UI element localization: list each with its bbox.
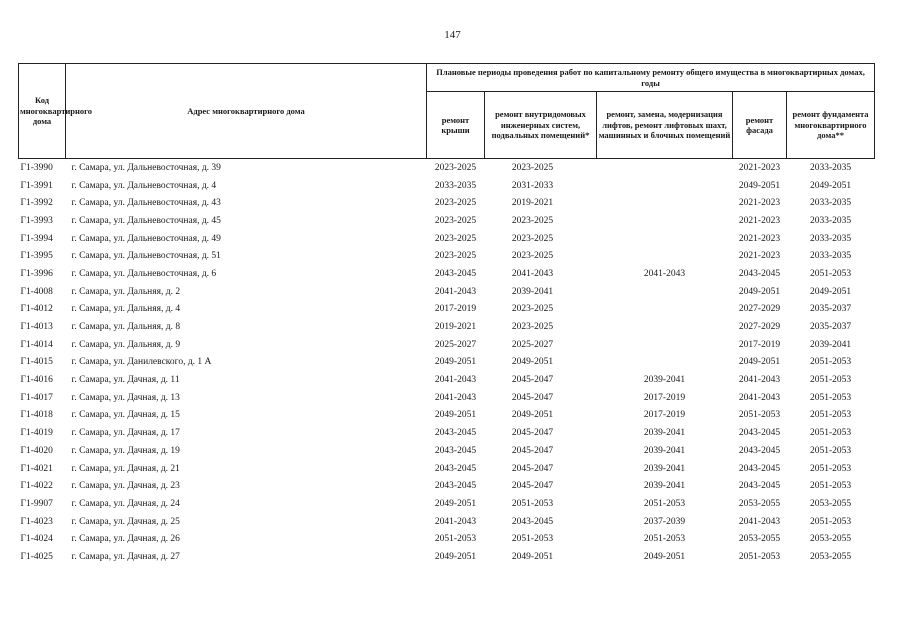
row-address: г. Самара, ул. Дачная, д. 27 <box>71 551 180 562</box>
row-address: г. Самара, ул. Дачная, д. 17 <box>71 428 180 439</box>
table-row <box>19 477 875 495</box>
row-code: Г1-4020 <box>20 445 53 456</box>
row-roof: 2023-2025 <box>434 251 477 262</box>
row-facade: 2053-2055 <box>738 498 781 509</box>
row-roof: 2017-2019 <box>434 304 477 315</box>
header-periods-group: Плановые периоды проведения работ по капитальному ремонту общего имущества в многоквартирных домах, годы <box>427 64 875 92</box>
row-facade: 2017-2019 <box>738 339 781 350</box>
row-code: Г1-3996 <box>20 268 53 279</box>
row-lifts: 2051-2053 <box>643 498 686 509</box>
row-roof: 2023-2025 <box>434 215 477 226</box>
row-facade: 2049-2051 <box>738 357 781 368</box>
row-address: г. Самара, ул. Дачная, д. 26 <box>71 534 180 545</box>
row-lifts <box>597 283 733 301</box>
row-lifts: 2039-2041 <box>643 428 686 439</box>
row-systems: 2051-2053 <box>511 498 554 509</box>
row-address: г. Самара, ул. Дальняя, д. 9 <box>71 339 181 350</box>
row-facade: 2043-2045 <box>738 428 781 439</box>
row-systems: 2039-2041 <box>511 286 554 297</box>
header-code: Код многоквартирного дома <box>19 64 66 159</box>
row-roof: 2043-2045 <box>434 445 477 456</box>
row-address: г. Самара, ул. Дальневосточная, д. 6 <box>71 268 217 279</box>
table-row <box>19 177 875 195</box>
row-address: г. Самара, ул. Дальневосточная, д. 4 <box>71 180 217 191</box>
row-code: Г1-4016 <box>20 375 53 386</box>
row-systems: 2045-2047 <box>511 428 554 439</box>
row-lifts: 2017-2019 <box>643 392 686 403</box>
row-lifts <box>597 177 733 195</box>
row-code: Г1-3992 <box>20 198 53 209</box>
row-code: Г1-4023 <box>20 516 53 527</box>
row-foundation: 2051-2053 <box>809 428 852 439</box>
row-roof: 2051-2053 <box>434 534 477 545</box>
row-systems: 2023-2025 <box>511 304 554 315</box>
row-foundation: 2049-2051 <box>809 180 852 191</box>
row-systems: 2045-2047 <box>511 481 554 492</box>
row-systems: 2019-2021 <box>511 198 554 209</box>
row-lifts <box>597 354 733 372</box>
row-facade: 2043-2045 <box>738 268 781 279</box>
row-foundation: 2053-2055 <box>809 534 852 545</box>
row-code: Г1-9907 <box>20 498 53 509</box>
row-code: Г1-4025 <box>20 551 53 562</box>
row-systems: 2023-2025 <box>511 322 554 333</box>
row-foundation: 2035-2037 <box>809 322 852 333</box>
row-address: г. Самара, ул. Дальневосточная, д. 49 <box>71 233 221 244</box>
row-roof: 2023-2025 <box>434 162 477 173</box>
row-roof: 2041-2043 <box>434 392 477 403</box>
row-foundation: 2035-2037 <box>809 304 852 315</box>
row-systems: 2049-2051 <box>511 357 554 368</box>
row-foundation: 2051-2053 <box>809 410 852 421</box>
row-foundation: 2051-2053 <box>809 516 852 527</box>
row-address: г. Самара, ул. Дальняя, д. 4 <box>71 304 181 315</box>
row-code: Г1-4019 <box>20 428 53 439</box>
row-roof: 2043-2045 <box>434 428 477 439</box>
row-roof: 2033-2035 <box>434 180 477 191</box>
table-row <box>19 354 875 372</box>
row-address: г. Самара, ул. Дачная, д. 15 <box>71 410 180 421</box>
row-address: г. Самара, ул. Дальняя, д. 8 <box>71 322 181 333</box>
row-address: г. Самара, ул. Дачная, д. 19 <box>71 445 180 456</box>
row-facade: 2053-2055 <box>738 534 781 545</box>
row-systems: 2049-2051 <box>511 551 554 562</box>
table-row <box>19 495 875 513</box>
row-foundation: 2033-2035 <box>809 251 852 262</box>
row-systems: 2031-2033 <box>511 180 554 191</box>
row-systems: 2023-2025 <box>511 233 554 244</box>
row-foundation: 2053-2055 <box>809 551 852 562</box>
row-address: г. Самара, ул. Дачная, д. 25 <box>71 516 180 527</box>
row-code: Г1-3994 <box>20 233 53 244</box>
row-systems: 2023-2025 <box>511 251 554 262</box>
table-row <box>19 265 875 283</box>
repair-schedule-table <box>18 63 875 566</box>
row-lifts: 2017-2019 <box>643 410 686 421</box>
page-number: 147 <box>444 29 461 41</box>
row-code: Г1-4017 <box>20 392 53 403</box>
row-roof: 2041-2043 <box>434 286 477 297</box>
row-facade: 2049-2051 <box>738 180 781 191</box>
row-lifts: 2039-2041 <box>643 375 686 386</box>
row-code: Г1-4021 <box>20 463 53 474</box>
row-code: Г1-3990 <box>20 162 53 173</box>
row-facade: 2043-2045 <box>738 445 781 456</box>
row-systems: 2051-2053 <box>511 534 554 545</box>
row-address: г. Самара, ул. Дальневосточная, д. 43 <box>71 198 221 209</box>
row-systems: 2023-2025 <box>511 162 554 173</box>
row-systems: 2045-2047 <box>511 463 554 474</box>
row-systems: 2045-2047 <box>511 392 554 403</box>
row-roof: 2025-2027 <box>434 339 477 350</box>
row-facade: 2049-2051 <box>738 286 781 297</box>
header-facade: ремонт фасада <box>733 92 787 159</box>
row-code: Г1-3995 <box>20 251 53 262</box>
table-row <box>19 442 875 460</box>
table-row <box>19 424 875 442</box>
row-lifts <box>597 230 733 248</box>
row-lifts: 2049-2051 <box>643 551 686 562</box>
row-facade: 2043-2045 <box>738 481 781 492</box>
row-lifts: 2037-2039 <box>643 516 686 527</box>
row-code: Г1-4015 <box>20 357 53 368</box>
table-row <box>19 212 875 230</box>
row-lifts <box>597 194 733 212</box>
table-row <box>19 301 875 319</box>
row-address: г. Самара, ул. Дачная, д. 13 <box>71 392 180 403</box>
row-systems: 2041-2043 <box>511 268 554 279</box>
row-foundation: 2051-2053 <box>809 268 852 279</box>
table-row <box>19 548 875 566</box>
row-roof: 2023-2025 <box>434 198 477 209</box>
row-lifts: 2051-2053 <box>643 534 686 545</box>
row-facade: 2051-2053 <box>738 551 781 562</box>
row-systems: 2045-2047 <box>511 375 554 386</box>
row-address: г. Самара, ул. Дальневосточная, д. 39 <box>71 162 221 173</box>
row-roof: 2043-2045 <box>434 463 477 474</box>
row-facade: 2021-2023 <box>738 251 781 262</box>
row-lifts <box>597 247 733 265</box>
row-lifts <box>597 318 733 336</box>
header-systems: ремонт внутридомовых инженерных систем, подвальных помещений* <box>485 92 597 159</box>
row-systems: 2025-2027 <box>511 339 554 350</box>
row-facade: 2051-2053 <box>738 410 781 421</box>
table-row <box>19 460 875 478</box>
row-address: г. Самара, ул. Дальняя, д. 2 <box>71 286 181 297</box>
row-address: г. Самара, ул. Дачная, д. 23 <box>71 481 180 492</box>
row-systems: 2023-2025 <box>511 215 554 226</box>
row-lifts <box>597 336 733 354</box>
row-code: Г1-3991 <box>20 180 53 191</box>
row-facade: 2027-2029 <box>738 322 781 333</box>
row-foundation: 2051-2053 <box>809 463 852 474</box>
table-row <box>19 230 875 248</box>
row-roof: 2043-2045 <box>434 481 477 492</box>
row-foundation: 2039-2041 <box>809 339 852 350</box>
row-roof: 2023-2025 <box>434 233 477 244</box>
row-facade: 2041-2043 <box>738 392 781 403</box>
row-address: г. Самара, ул. Дачная, д. 21 <box>71 463 180 474</box>
row-facade: 2021-2023 <box>738 162 781 173</box>
table-row <box>19 371 875 389</box>
header-lifts: ремонт, замена, модернизация лифтов, ремонт лифтовых шахт, машинных и блочных помещений <box>597 92 733 159</box>
table-row <box>19 318 875 336</box>
row-lifts <box>597 301 733 319</box>
header-address: Адрес многоквартирного дома <box>66 64 427 159</box>
table-row <box>19 389 875 407</box>
row-roof: 2041-2043 <box>434 375 477 386</box>
row-code: Г1-4018 <box>20 410 53 421</box>
row-roof: 2049-2051 <box>434 551 477 562</box>
table-row <box>19 530 875 548</box>
row-lifts: 2039-2041 <box>643 445 686 456</box>
row-lifts: 2039-2041 <box>643 481 686 492</box>
row-code: Г1-4014 <box>20 339 53 350</box>
row-code: Г1-4022 <box>20 481 53 492</box>
row-facade: 2021-2023 <box>738 215 781 226</box>
row-foundation: 2033-2035 <box>809 162 852 173</box>
row-foundation: 2033-2035 <box>809 198 852 209</box>
row-foundation: 2049-2051 <box>809 286 852 297</box>
row-systems: 2043-2045 <box>511 516 554 527</box>
row-code: Г1-4024 <box>20 534 53 545</box>
row-foundation: 2051-2053 <box>809 375 852 386</box>
row-facade: 2021-2023 <box>738 233 781 244</box>
header-roof: ремонт крыши <box>427 92 485 159</box>
table-row <box>19 159 875 177</box>
table-row <box>19 513 875 531</box>
row-roof: 2019-2021 <box>434 322 477 333</box>
row-foundation: 2033-2035 <box>809 233 852 244</box>
row-lifts: 2041-2043 <box>643 268 686 279</box>
row-foundation: 2051-2053 <box>809 445 852 456</box>
row-lifts <box>597 159 733 177</box>
row-foundation: 2051-2053 <box>809 481 852 492</box>
row-code: Г1-4008 <box>20 286 53 297</box>
row-foundation: 2033-2035 <box>809 215 852 226</box>
row-facade: 2041-2043 <box>738 516 781 527</box>
row-code: Г1-4012 <box>20 304 53 315</box>
table-header <box>19 64 875 159</box>
table-row <box>19 336 875 354</box>
row-lifts: 2039-2041 <box>643 463 686 474</box>
row-address: г. Самара, ул. Данилевского, д. 1 А <box>71 357 212 368</box>
row-facade: 2021-2023 <box>738 198 781 209</box>
row-lifts <box>597 212 733 230</box>
row-facade: 2041-2043 <box>738 375 781 386</box>
row-roof: 2049-2051 <box>434 357 477 368</box>
row-roof: 2049-2051 <box>434 498 477 509</box>
row-foundation: 2051-2053 <box>809 392 852 403</box>
table-row <box>19 247 875 265</box>
row-address: г. Самара, ул. Дачная, д. 11 <box>71 375 180 386</box>
table-row <box>19 283 875 301</box>
header-foundation: ремонт фундамента многоквартирного дома** <box>787 92 875 159</box>
row-foundation: 2053-2055 <box>809 498 852 509</box>
row-roof: 2043-2045 <box>434 268 477 279</box>
row-foundation: 2051-2053 <box>809 357 852 368</box>
row-address: г. Самара, ул. Дачная, д. 24 <box>71 498 180 509</box>
row-address: г. Самара, ул. Дальневосточная, д. 45 <box>71 215 221 226</box>
row-facade: 2027-2029 <box>738 304 781 315</box>
row-systems: 2049-2051 <box>511 410 554 421</box>
row-address: г. Самара, ул. Дальневосточная, д. 51 <box>71 251 221 262</box>
row-code: Г1-3993 <box>20 215 53 226</box>
table-row <box>19 407 875 425</box>
table-row <box>19 194 875 212</box>
row-code: Г1-4013 <box>20 322 53 333</box>
table-body <box>19 159 875 566</box>
row-facade: 2043-2045 <box>738 463 781 474</box>
row-roof: 2049-2051 <box>434 410 477 421</box>
row-systems: 2045-2047 <box>511 445 554 456</box>
row-roof: 2041-2043 <box>434 516 477 527</box>
